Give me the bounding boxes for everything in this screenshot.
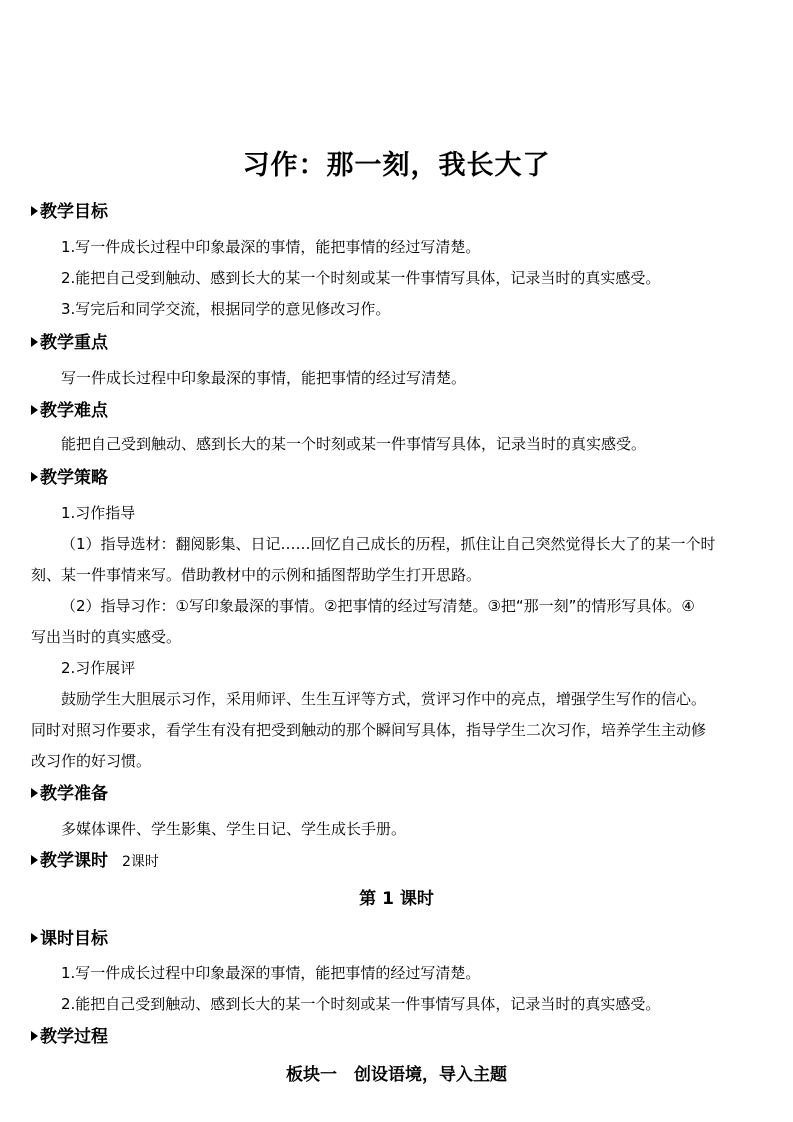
document-title: 习作：那一刻，我长大了 xyxy=(242,150,551,181)
triangle-bullet-icon xyxy=(31,337,38,347)
lesson-1-title: 第 1 课时 xyxy=(359,889,434,909)
heading-difficulties: 教学难点 xyxy=(31,401,108,421)
goal-item-3: 3.写完后和同学交流，根据同学的意见修改习作。 xyxy=(61,300,391,318)
heading-preparation: 教学准备 xyxy=(31,784,108,804)
strategy-p1-a-line1: （1）指导选材：翻阅影集、日记……回忆自己成长的历程，抓住让自己突然觉得长大了的某一个时 xyxy=(61,535,716,553)
heading-key-points: 教学重点 xyxy=(31,333,108,353)
strategy-p2-line1: 鼓励学生大胆展示习作，采用师评、生生互评等方式，赏评习作中的亮点，增强学生写作的信心。 xyxy=(61,690,707,708)
strategy-p1-a-line2: 刻、某一件事情来写。借助教材中的示例和插图帮助学生打开思路。 xyxy=(31,566,482,584)
heading-teaching-process: 教学过程 xyxy=(31,1027,108,1047)
lesson-goal-item-2: 2.能把自己受到触动、感到长大的某一个时刻或某一件事情写具体，记录当时的真实感受。 xyxy=(61,995,661,1013)
triangle-bullet-icon xyxy=(31,405,38,415)
heading-teaching-goals: 教学目标 xyxy=(31,202,108,222)
triangle-bullet-icon xyxy=(31,206,38,216)
triangle-bullet-icon xyxy=(31,855,38,865)
heading-lesson-goals: 课时目标 xyxy=(31,929,108,949)
strategy-p1-b-line2: 写出当时的真实感受。 xyxy=(31,628,182,646)
preparation-text: 多媒体课件、学生影集、学生日记、学生成长手册。 xyxy=(61,820,407,838)
strategy-p2-line3: 改习作的好习惯。 xyxy=(31,752,152,770)
triangle-bullet-icon xyxy=(31,788,38,798)
difficulties-text: 能把自己受到触动、感到长大的某一个时刻或某一件事情写具体，记录当时的真实感受。 xyxy=(61,435,647,453)
strategy-p1-b-line1: （2）指导习作：①写印象最深的事情。②把事情的经过写清楚。③把“那一刻”的情形写具体。④ xyxy=(61,597,695,615)
strategy-p1-title: 1.习作指导 xyxy=(61,504,136,522)
triangle-bullet-icon xyxy=(31,933,38,943)
lesson-goal-item-1: 1.写一件成长过程中印象最深的事情，能把事情的经过写清楚。 xyxy=(61,964,481,982)
class-hours-value: 2课时 xyxy=(122,854,159,870)
block-1-title: 板块一 创设语境，导入主题 xyxy=(286,1065,507,1085)
strategy-p2-title: 2.习作展评 xyxy=(61,659,136,677)
heading-class-hours: 教学课时 2课时 xyxy=(31,851,159,872)
heading-strategy: 教学策略 xyxy=(31,468,108,488)
key-points-text: 写一件成长过程中印象最深的事情，能把事情的经过写清楚。 xyxy=(61,369,467,387)
strategy-p2-line2: 同时对照习作要求，看学生有没有把受到触动的那个瞬间写具体，指导学生二次习作，培养学生主动修 xyxy=(31,721,707,739)
goal-item-1: 1.写一件成长过程中印象最深的事情，能把事情的经过写清楚。 xyxy=(61,238,481,256)
triangle-bullet-icon xyxy=(31,472,38,482)
triangle-bullet-icon xyxy=(31,1031,38,1041)
goal-item-2: 2.能把自己受到触动、感到长大的某一个时刻或某一件事情写具体，记录当时的真实感受。 xyxy=(61,269,661,287)
